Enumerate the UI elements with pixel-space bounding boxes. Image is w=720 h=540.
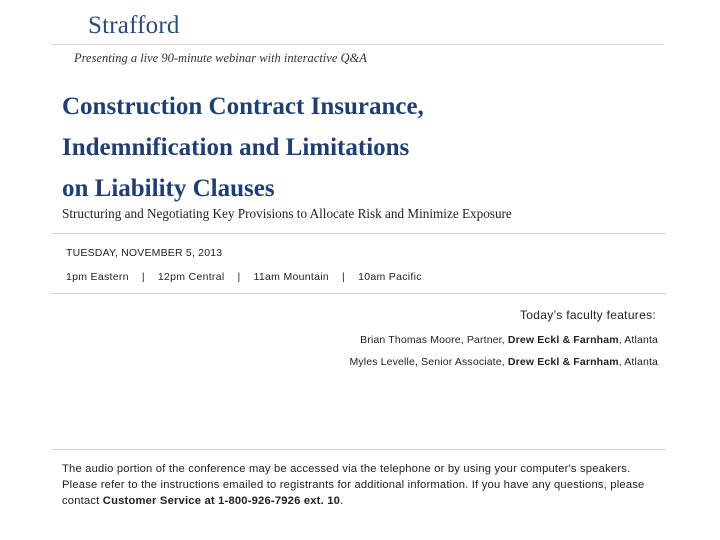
strafford-logo: Strafford [88, 12, 180, 39]
time-eastern: 1pm Eastern [66, 271, 129, 283]
customer-service-contact: Customer Service at 1-800-926-7926 ext. 10 [102, 495, 341, 507]
faculty-city: , Atlanta [618, 334, 658, 346]
webinar-date: TUESDAY, NOVEMBER 5, 2013 [66, 247, 223, 259]
header-divider [52, 44, 664, 45]
divider-middle [52, 293, 666, 294]
webinar-times [66, 271, 422, 283]
audio-instructions [62, 461, 662, 509]
title-line-3: on Liability Clauses [62, 175, 275, 202]
faculty-firm: Drew Eckl & Farnham [507, 334, 619, 346]
faculty-heading: Today’s faculty features: [519, 308, 656, 322]
time-pacific: 10am Pacific [358, 271, 422, 283]
time-separator: | [141, 271, 145, 283]
faculty-city: , Atlanta [618, 356, 658, 368]
title-line-2: Indemnification and Limitations [62, 134, 410, 161]
title-line-1: Construction Contract Insurance, [62, 93, 424, 120]
audio-end: . [340, 495, 344, 507]
time-separator: | [342, 271, 346, 283]
tagline: Presenting a live 90-minute webinar with interactive Q&A [74, 51, 367, 65]
time-central: 12pm Central [157, 271, 225, 283]
faculty-member-2 [349, 356, 658, 368]
webinar-subtitle: Structuring and Negotiating Key Provisions to Allocate Risk and Minimize Exposure [62, 206, 512, 221]
faculty-name-role: Brian Thomas Moore, Partner, [360, 334, 505, 346]
time-separator: | [237, 271, 241, 283]
faculty-member-1 [360, 334, 658, 346]
time-mountain: 11am Mountain [253, 271, 330, 283]
webinar-title [62, 86, 662, 209]
divider-bottom [52, 449, 666, 450]
divider-top [52, 233, 666, 234]
audio-text: The audio portion of the conference may be accessed via the telephone or by using your computer's speakers. Please refer to the instructions emailed to registrants for additional information. If you have any questions, please contact [62, 463, 645, 507]
faculty-name-role: Myles Levelle, Senior Associate, [349, 356, 505, 368]
faculty-firm: Drew Eckl & Farnham [507, 356, 619, 368]
